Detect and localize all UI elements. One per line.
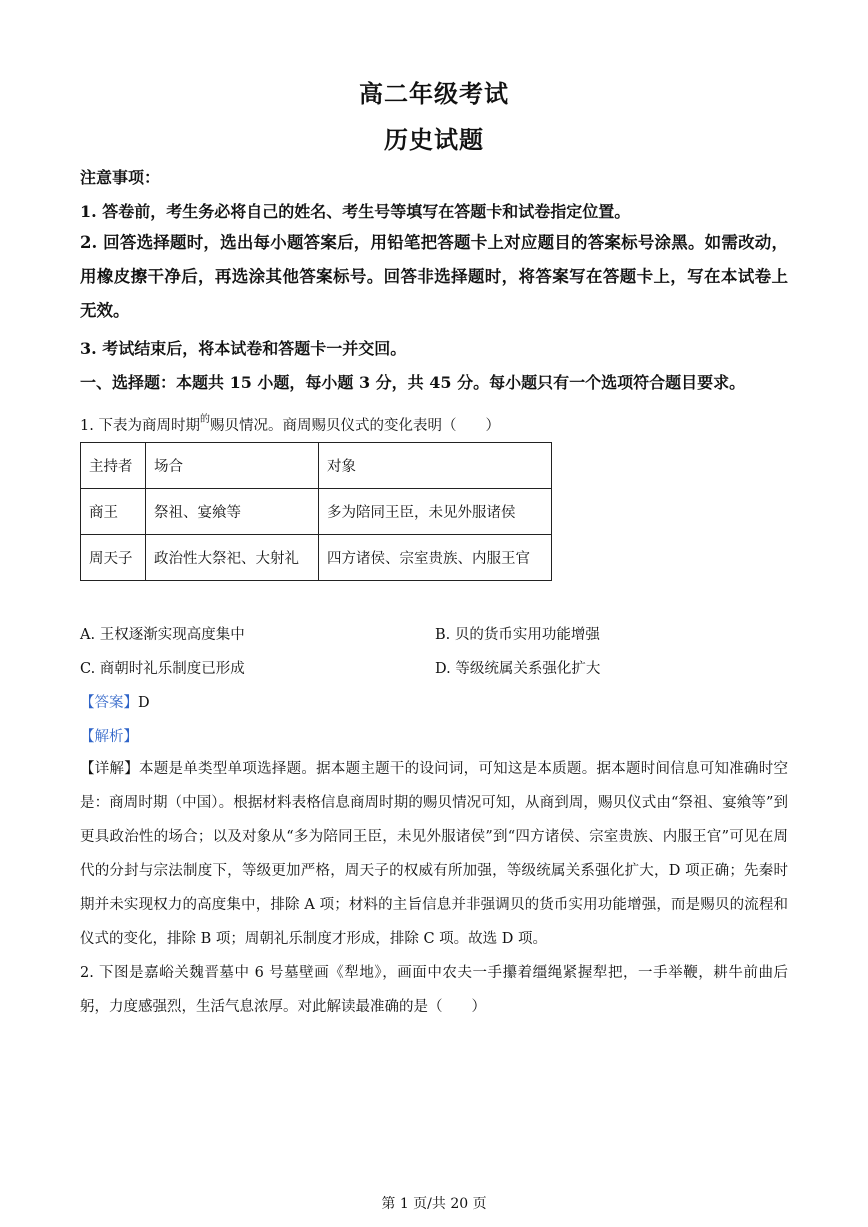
table-cell: 祭祖、宴飨等 [146, 489, 319, 535]
analysis-line [80, 725, 138, 746]
question-1-stem-after: 赐贝情况。商周赐贝仪式的变化表明（ ） [209, 418, 500, 434]
table-cell: 四方诸侯、宗室贵族、内服王官 [319, 535, 552, 581]
question-2-stem: 2. 下图是嘉峪关魏晋墓中 6 号墓壁画《犁地》，画面中农夫一手攥着缰绳紧握犁把，一手举鞭，耕牛前曲后躬，力度感强烈，生活气息浓厚。对此解读最准确的是（ ） [80, 965, 788, 1015]
table-header-row [81, 443, 552, 489]
question-1-stem-sup: 的 [199, 414, 210, 425]
question-1-table [80, 442, 552, 581]
option-a: A. 王权逐渐实现高度集中 [80, 627, 245, 643]
table-row [81, 535, 552, 581]
section-heading: 一、选择题：本题共 15 小题，每小题 3 分，共 45 分。每小题只有一个选项符合题目要求。 [80, 373, 746, 392]
notice-item-3: 3. 考试结束后，将本试卷和答题卡一并交回。 [80, 339, 407, 358]
table-cell: 多为陪同王臣，未见外服诸侯 [319, 489, 552, 535]
page-footer: 第 1 页/共 20 页 [381, 1196, 487, 1212]
table-cell: 周天子 [81, 535, 146, 581]
table-header-cell: 对象 [319, 443, 552, 489]
notice-item-2: 2. 回答选择题时，选出每小题答案后，用铅笔把答题卡上对应题目的答案标号涂黑。如需改动，用橡皮擦干净后，再选涂其他答案标号。回答非选择题时，将答案写在答题卡上，写在本试卷上无效。 [80, 233, 788, 320]
answer-label: 【答案】 [80, 695, 138, 711]
exam-title: 高二年级考试 [359, 79, 509, 108]
table-cell: 商王 [81, 489, 146, 535]
question-1-stem-before: 1. 下表为商周时期 [80, 418, 200, 434]
detail-text: 本题是单类型单项选择题。据本题主题干的设问词，可知这是本质题。据本题时间信息可知准确时空是：商周时期（中国）。根据材料表格信息商周时期的赐贝情况可知，从商到周，赐贝仪式由“祭祖、宴飨等”到更具政治性的场合；以及对象从“多为陪同王臣，未见外服诸侯”到“四方诸侯、宗室贵族、内服王官”可见在周代的分封与宗法制度下，等级更加严格，周天子的权威有所加强，等级统属关系强化扩大，D 项正确；先秦时期并未实现权力的高度集中，排除 A 项；材料的主旨信息并非强调贝的货币实用功能增强，而是赐贝的流程和仪式的变化，排除 B 项；周朝礼乐制度才形成，排除 C 项。故选 D 项。 [80, 761, 789, 947]
answer-line [80, 691, 150, 712]
notice-heading: 注意事项： [80, 168, 161, 187]
exam-subtitle: 历史试题 [384, 125, 484, 154]
notice-item-1: 1. 答卷前，考生务必将自己的姓名、考生号等填写在答题卡和试卷指定位置。 [80, 202, 631, 221]
table-header-cell: 场合 [146, 443, 319, 489]
answer-value: D [138, 695, 150, 711]
option-b: B. 贝的货币实用功能增强 [435, 627, 600, 643]
detail-label: 【详解】 [80, 761, 140, 777]
analysis-label: 【解析】 [80, 729, 138, 745]
table-cell: 政治性大祭祀、大射礼 [146, 535, 319, 581]
option-d: D. 等级统属关系强化扩大 [435, 661, 601, 677]
table-row [81, 489, 552, 535]
detail-paragraph [80, 752, 788, 956]
question-1-stem [80, 410, 500, 435]
table-header-cell: 主持者 [81, 443, 146, 489]
option-c: C. 商朝时礼乐制度已形成 [80, 661, 245, 677]
